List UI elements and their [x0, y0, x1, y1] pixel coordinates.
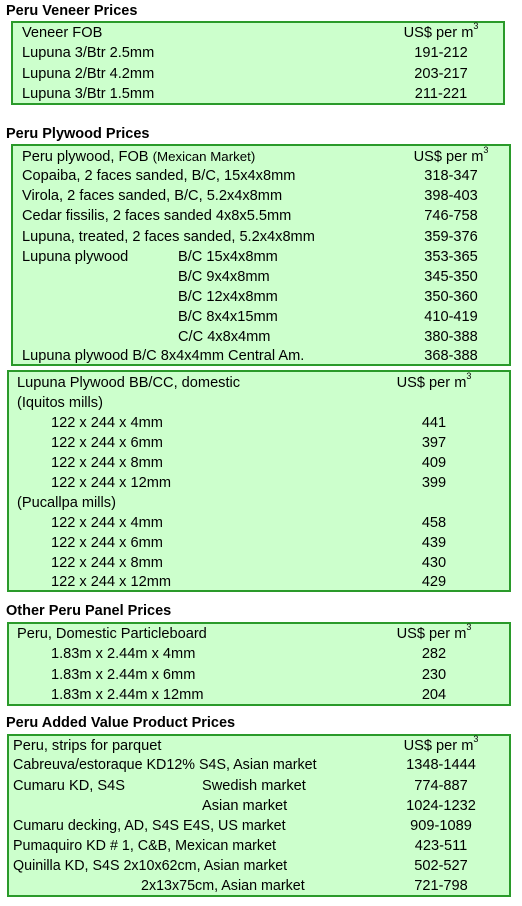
- iquitos-row-price: 397: [421, 435, 447, 451]
- panel-row-label: 1.83m x 2.44m x 6mm: [51, 667, 196, 683]
- pucallpa-row-price: 458: [421, 515, 447, 531]
- veneer-row-label: Lupuna 3/Btr 2.5mm: [22, 45, 155, 61]
- plywood-row-grade: B/C 8x4x15mm: [178, 309, 278, 325]
- plywood-title: Peru Plywood Prices: [6, 126, 150, 142]
- added-row-label: Quinilla KD, S4S 2x10x62cm, Asian market: [13, 858, 288, 874]
- panel-header-label: Peru, Domestic Particleboard: [17, 626, 207, 642]
- added-row-price: 502-527: [414, 858, 468, 874]
- plywood-row-label: Lupuna, treated, 2 faces sanded, 5.2x4x8mm: [22, 229, 315, 245]
- plywood-domestic-price-header: US$ per $m^3$: [396, 371, 472, 391]
- iquitos-row-price: 441: [421, 415, 447, 431]
- added-price-header: US$ per $m^3$: [403, 734, 479, 754]
- panel-price-header: US$ per $m^3$: [396, 622, 472, 642]
- pucallpa-row-price: 439: [421, 535, 447, 551]
- plywood-row-price: 746-758: [424, 208, 478, 224]
- added-box: [7, 734, 511, 897]
- added-row-market: 2x13x75cm, Asian market: [141, 878, 305, 894]
- panel-row-label: 1.83m x 2.44m x 12mm: [51, 687, 204, 703]
- plywood-row-label: Virola, 2 faces sanded, B/C, 5.2x4x8mm: [22, 188, 283, 204]
- veneer-title: Peru Veneer Prices: [6, 3, 138, 19]
- pucallpa-row-label: 122 x 244 x 6mm: [51, 535, 163, 551]
- plywood-row-grade: C/C 4x8x4mm: [178, 329, 271, 345]
- plywood-row-price: 398-403: [424, 188, 478, 204]
- plywood-fob-price-header: US$ per $m^3$: [413, 145, 489, 165]
- plywood-row-label: Cedar fissilis, 2 faces sanded 4x8x5.5mm: [22, 208, 292, 224]
- veneer-price-header: US$ per $m^3$: [403, 21, 479, 41]
- plywood-box-fob: [11, 144, 511, 366]
- panel-row-price: 230: [421, 667, 447, 683]
- added-row-label: Cumaru KD, S4S: [13, 778, 125, 794]
- pucallpa-row-label: 122 x 244 x 8mm: [51, 555, 163, 571]
- added-row-market: Swedish market: [202, 778, 306, 794]
- plywood-box-domestic: [7, 370, 511, 592]
- panel-title: Other Peru Panel Prices: [6, 603, 172, 619]
- pucallpa-row-price: 430: [421, 555, 447, 571]
- iquitos-row-price: 399: [421, 475, 447, 491]
- panel-row-price: 204: [421, 687, 447, 703]
- veneer-row-label: Lupuna 3/Btr 1.5mm: [22, 86, 155, 102]
- added-row-label: Cabreuva/estoraque KD12% S4S, Asian market: [13, 757, 317, 773]
- plywood-row-price: 410-419: [424, 309, 478, 325]
- added-header-label: Peru, strips for parquet: [13, 738, 162, 754]
- plywood-row-price: 359-376: [424, 229, 478, 245]
- veneer-row-price: 211-221: [414, 86, 468, 102]
- added-row-label: Cumaru decking, AD, S4S E4S, US market: [13, 818, 286, 834]
- iquitos-row-label: 122 x 244 x 8mm: [51, 455, 163, 471]
- veneer-row-price: 191-212: [414, 45, 468, 61]
- plywood-row-grade: B/C 15x4x8mm: [178, 249, 278, 265]
- plywood-row-grade: B/C 12x4x8mm: [178, 289, 278, 305]
- iquitos-row-label: 122 x 244 x 12mm: [51, 475, 172, 491]
- veneer-header-label: Veneer FOB: [22, 25, 103, 41]
- iquitos-row-price: 409: [421, 455, 447, 471]
- added-row-price: 1024-1232: [406, 798, 476, 814]
- panel-row-label: 1.83m x 2.44m x 4mm: [51, 646, 196, 662]
- plywood-domestic-header: Lupuna Plywood BB/CC, domestic: [17, 375, 241, 391]
- veneer-row-price: 203-217: [414, 66, 468, 82]
- added-row-price: 774-887: [414, 778, 468, 794]
- added-row-price: 721-798: [414, 878, 468, 894]
- plywood-row-price: 368-388: [424, 348, 478, 364]
- iquitos-row-label: 122 x 244 x 6mm: [51, 435, 163, 451]
- pucallpa-row-label: 122 x 244 x 12mm: [51, 574, 172, 590]
- pucallpa-row-price: 429: [421, 574, 447, 590]
- added-row-price: 909-1089: [410, 818, 472, 834]
- pucallpa-row-label: 122 x 244 x 4mm: [51, 515, 163, 531]
- veneer-row-label: Lupuna 2/Btr 4.2mm: [22, 66, 155, 82]
- plywood-row-label: Lupuna plywood B/C 8x4x4mm Central Am.: [22, 348, 305, 364]
- added-row-label: Pumaquiro KD # 1, C&B, Mexican market: [13, 838, 277, 854]
- added-row-market: Asian market: [202, 798, 288, 814]
- plywood-row-label: Copaiba, 2 faces sanded, B/C, 15x4x8mm: [22, 168, 296, 184]
- plywood-row-price: 350-360: [424, 289, 478, 305]
- plywood-row-price: 318-347: [424, 168, 478, 184]
- plywood-row-price: 353-365: [424, 249, 478, 265]
- added-row-price: 1348-1444: [406, 757, 476, 773]
- plywood-fob-header: Peru plywood, FOB (Mexican Market): [22, 149, 256, 165]
- panel-row-price: 282: [421, 646, 447, 662]
- plywood-row-label: Lupuna plywood: [22, 249, 129, 265]
- plywood-row-grade: B/C 9x4x8mm: [178, 269, 270, 285]
- added-title: Peru Added Value Product Prices: [6, 715, 236, 731]
- iquitos-label: (Iquitos mills): [17, 395, 103, 411]
- iquitos-row-label: 122 x 244 x 4mm: [51, 415, 163, 431]
- panel-box: [7, 622, 511, 706]
- veneer-box: [11, 21, 505, 105]
- plywood-row-price: 345-350: [424, 269, 478, 285]
- plywood-row-price: 380-388: [424, 329, 478, 345]
- added-row-price: 423-511: [414, 838, 468, 854]
- pucallpa-label: (Pucallpa mills): [17, 495, 116, 511]
